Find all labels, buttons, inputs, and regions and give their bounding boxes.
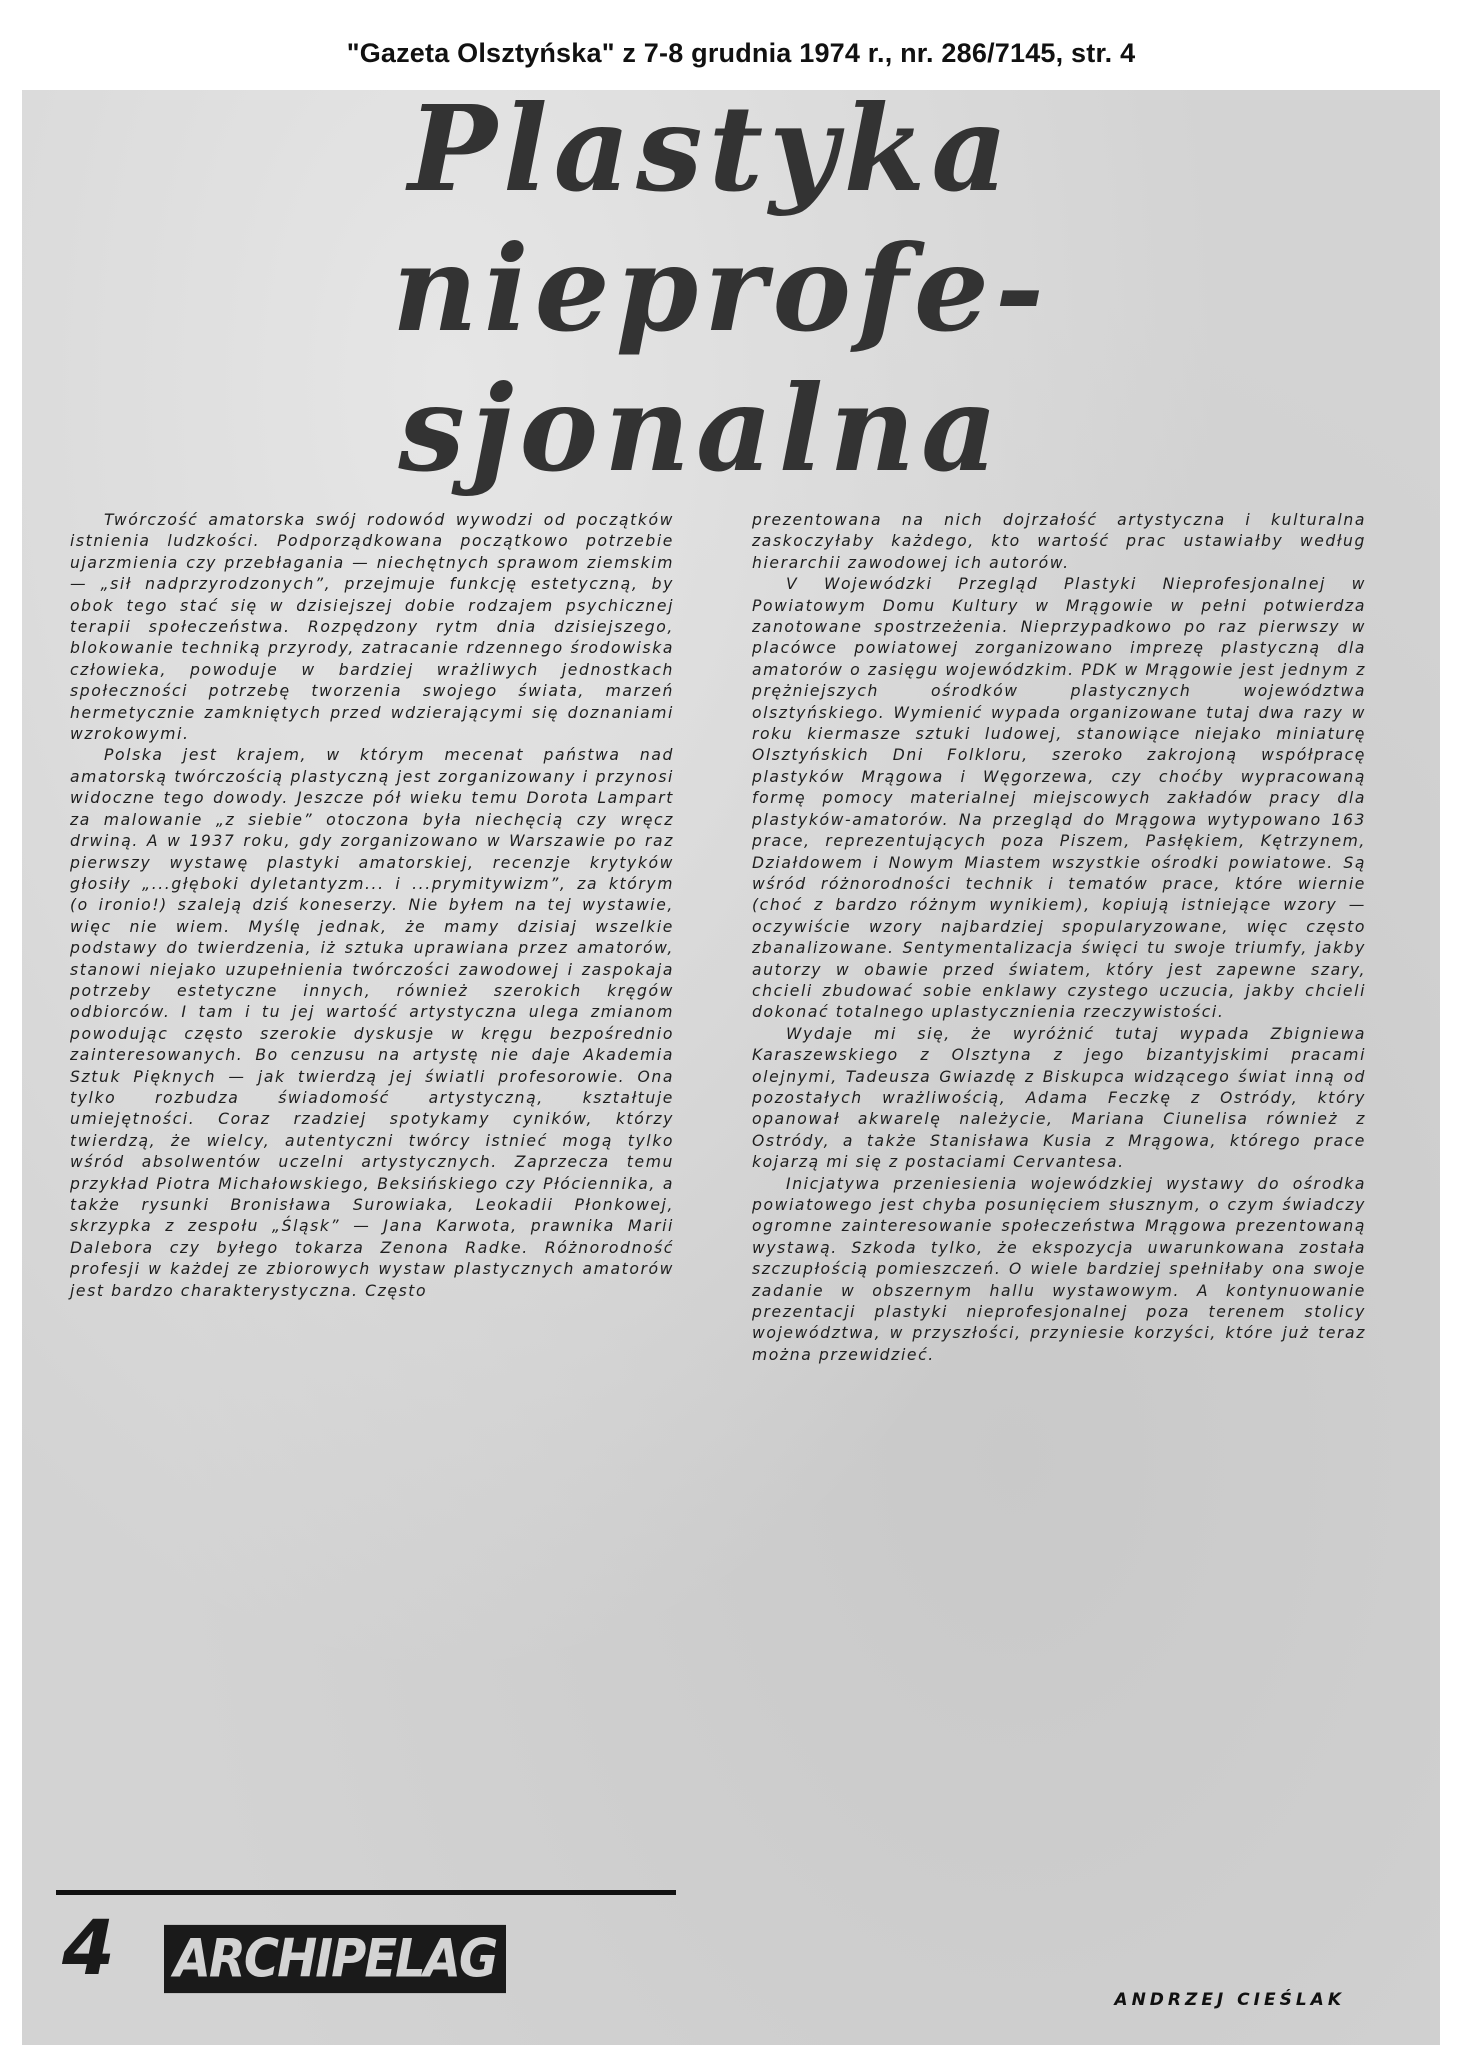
article-column-left [70,510,674,1302]
paragraph: V Wojewódzki Przegląd Plastyki Nieprofesjonalnej w Powiatowym Domu Kultury w Mrągowie w pełni potwierdza zanotowane spostrzeżenia. Nieprzypadkowo po raz pierwszy w placówce powiatowej zorganizowano imprezę plastyczną dla amatorów o zasięgu wojewódzkim. PDK w Mrągowie jest jednym z prężniejszych ośrodków plastycznych województwa olsztyńskiego. Wymienić wypada organizowane tutaj dwa razy w roku kiermasze sztuki ludowej, stanowiące niejako miniaturę Olsztyńskich Dni Folkloru, szeroko zakrojoną współpracę plastyków Mrągowa i Węgorzewa, czy choćby wypracowaną formę pomocy materialnej miejscowych zakładów pracy dla plastyków-amatorów. Na przegląd do Mrągowa wytypowano 163 prace, reprezentujących poza Piszem, Pasłękiem, Kętrzynem, Działdowem i Nowym Miastem wszystkie ośrodki powiatowe. Są wśród różnorodności technik i tematów prace, które wiernie (choć z bardzo różnym wynikiem), kopiują istniejące wzory — oczywiście wzory najbardziej spopularyzowane, więc często zbanalizowane. Sentymentalizacja święci tu swoje triumfy, jakby autorzy w obawie przed światem, który jest zapewne szary, chcieli zbudować sobie enklawy czystego uczucia, jakby chcieli dokonać totalnego uplastycznienia rzeczywistości. [752,575,1366,1022]
newspaper-clipping [22,79,1440,2045]
source-caption: "Gazeta Olsztyńska" z 7-8 grudnia 1974 r., nr. 286/7145, str. 4 [346,38,1136,68]
paragraph: Inicjatywa przeniesienia wojewódzkiej wystawy do ośrodka powiatowego jest chyba posunięciem słusznym, o czym świadczy ogromne zainteresowanie społeczeństwa Mrągowa prezentowaną wystawą. Szkoda tylko, że ekspozycja uwarunkowana została szczupłością pomieszczeń. O wiele bardziej spełniłaby ona swoje zadanie w obszernym hallu wystawowym. A kontynuowanie prezentacji plastyki nieprofesjonalnej poza terenem stolicy województwa, w przyszłości, przyniesie korzyści, które już teraz można przewidzieć. [752,1174,1366,1364]
article-title-line-2: nieprofe- [392,219,1050,358]
paragraph: prezentowana na nich dojrzałość artystyczna i kulturalna zaskoczyłaby każdego, kto wartość prac ustawiałby według hierarchii zawodowej ich autorów. [752,511,1366,572]
author-signature: ANDRZEJ CIEŚLAK [1114,1990,1345,2010]
article-title-line-3: sjonalna [398,359,1004,498]
paragraph: Twórczość amatorska swój rodowód wywodzi od początków istnienia ludzkości. Podporządkowana początkowo potrzebie ujarzmienia czy przebłagania — niechętnych sprawom ziemskim — „sił nadprzyrodzonych”, przejmuje funkcję estetyczną, by obok tego stać się w dzisiejszej dobie rodzajem psychicznej terapii społeczeństwa. Rozpędzony rytm dnia dzisiejszego, blokowanie techniką przyrody, zatracanie rdzennego środowiska człowieka, powoduje w bardziej wrażliwych jednostkach społeczności potrzebę tworzenia swojego świata, marzeń hermetycznie zamkniętych przed wdzierającymi się doznaniami wzrokowymi. [70,511,674,744]
footer-divider [56,1890,676,1895]
article-title-line-1: Plastyka [408,79,1014,218]
paragraph: Wydaje mi się, że wyróżnić tutaj wypada Zbigniewa Karaszewskiego z Olsztyna z jego bizantyjskimi pracami olejnymi, Tadeusza Gwiazdę z Biskupca widzącego świat inną od pozostałych wrażliwością, Adama Feczkę z Ostródy, który opanował akwarelę należycie, Mariana Ciunelisa również z Ostródy, a także Stanisława Kusia z Mrągowa, którego prace kojarzą mi się z postaciami Cervantesa. [752,1024,1366,1172]
article-column-right [752,510,1366,1366]
section-masthead: ARCHIPELAG [164,1925,506,1993]
page-number: 4 [62,1903,115,1992]
paragraph: Polska jest krajem, w którym mecenat państwa nad amatorską twórczością plastyczną jest zorganizowany i przynosi widoczne tego dowody. Jeszcze pół wieku temu Dorota Lampart za malowanie „z siebie” otoczona była niechęcią czy wręcz drwiną. A w 1937 roku, gdy zorganizowano w Warszawie po raz pierwszy wystawę plastyki amatorskiej, recenzje krytyków głosiły „...głęboki dyletantyzm... i ...prymitywizm”, za którym (o ironio!) szaleją dziś koneserzy. Nie byłem na tej wystawie, więc nie wiem. Myślę jednak, że mamy dzisiaj wszelkie podstawy do twierdzenia, iż sztuka uprawiana przez amatorów, stanowi niejako uzupełnienia twórczości zawodowej i zaspokaja potrzeby estetyczne innych, również szerokich kręgów odbiorców. I tam i tu jej wartość artystyczna ulega zmianom powodując często szerokie dyskusje w kręgu bezpośrednio zainteresowanych. Bo cenzusu na artystę nie daje Akademia Sztuk Pięknych — jak twierdzą jej światli profesorowie. Ona tylko rozbudza świadomość artystyczną, kształtuje umiejętności. Coraz rzadziej spotykamy cyników, którzy twierdzą, że wielcy, autentyczni twórcy istnieć mogą tylko wśród absolwentów uczelni artystycznych. Zaprzecza temu przykład Piotra Michałowskiego, Beksińskiego czy Płóciennika, a także rysunki Bronisława Surowiaka, Leokadii Płonkowej, skrzypka z zespołu „Śląsk” — Jana Karwota, prawnika Marii Dalebora czy byłego tokarza Zenona Radke. Różnorodność profesji w każdej ze zbiorowych wystaw plastycznych amatorów jest bardzo charakterystyczna. Często [70,746,674,1300]
